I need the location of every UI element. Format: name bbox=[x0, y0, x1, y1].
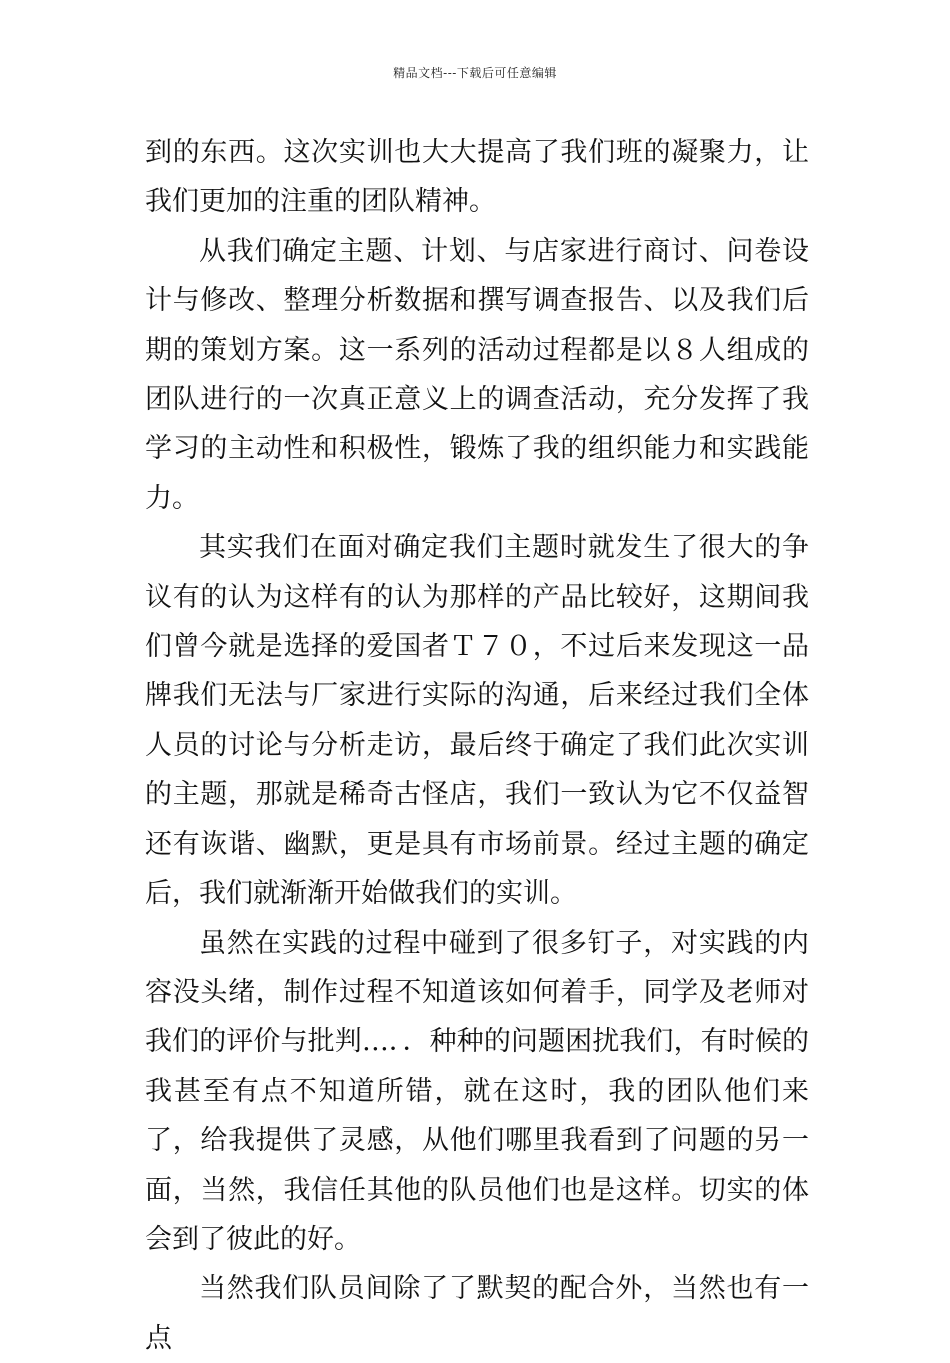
paragraph: 其实我们在面对确定我们主题时就发生了很大的争议有的认为这样有的认为那样的产品比较好，这期间我们曾今就是选择的爱国者Ｔ７０，不过后来发现这一品牌我们无法与厂家进行实际的沟通，后来经过我们全体人员的讨论与分析走访，最后终于确定了我们此次实训的主题，那就是稀奇古怪店，我们一致认为它不仅益智还有诙谐、幽默，更是具有市场前景。经过主题的确定后，我们就渐渐开始做我们的实训。 bbox=[145, 532, 809, 910]
page-header: 精品文档---下载后可任意编辑 bbox=[393, 66, 557, 80]
document-body bbox=[145, 128, 809, 1363]
paragraph: 当然我们队员间除了了默契的配合外，当然也有一点 bbox=[145, 1273, 809, 1354]
paragraph: 到的东西。这次实训也大大提高了我们班的凝聚力，让我们更加的注重的团队精神。 bbox=[145, 137, 809, 218]
paragraph: 虽然在实践的过程中碰到了很多钉子，对实践的内容没头绪，制作过程不知道该如何着手，同学及老师对我们的评价与批判…．．种种的问题困扰我们，有时候的我甚至有点不知道所错，就在这时，我的团队他们来了，给我提供了灵感，从他们哪里我看到了问题的另一面，当然，我信任其他的队员他们也是这样。切实的体会到了彼此的好。 bbox=[145, 927, 809, 1255]
paragraph: 从我们确定主题、计划、与店家进行商讨、问卷设计与修改、整理分析数据和撰写调查报告、以及我们后期的策划方案。这一系列的活动过程都是以８人组成的团队进行的一次真正意义上的调查活动，充分发挥了我学习的主动性和积极性，锻炼了我的组织能力和实践能力。 bbox=[145, 235, 809, 514]
